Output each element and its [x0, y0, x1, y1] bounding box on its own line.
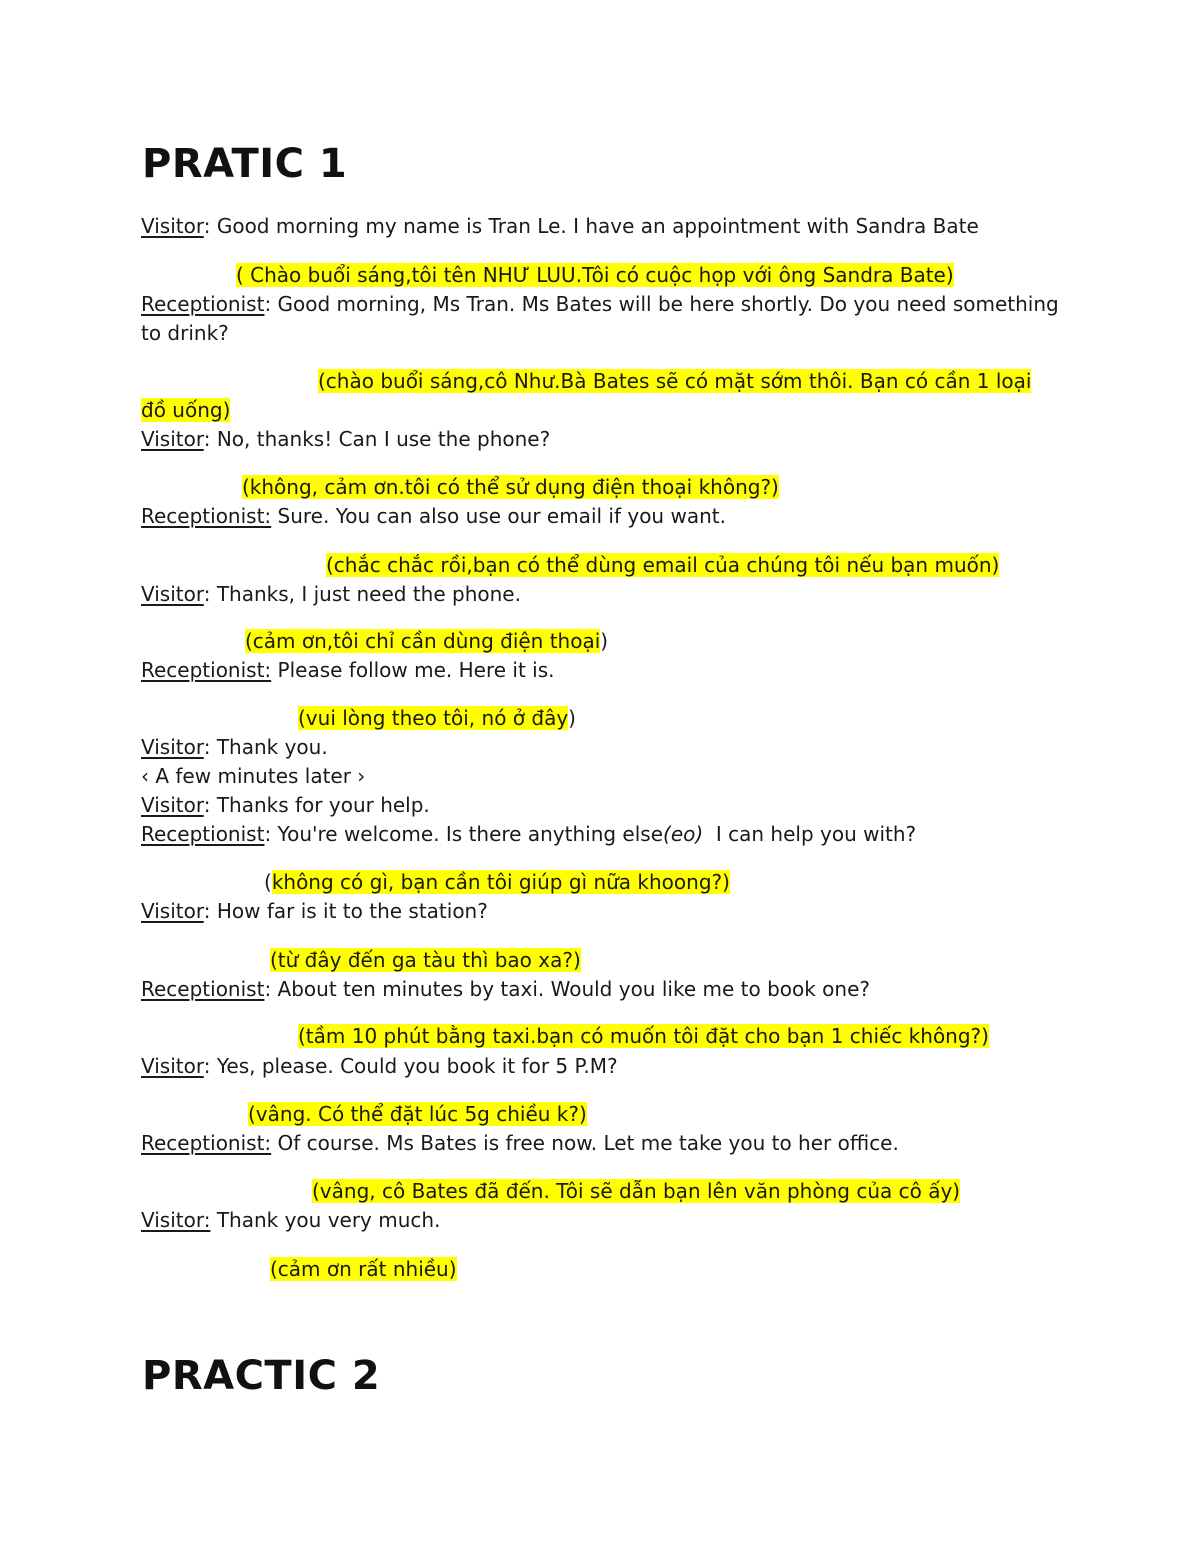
dialogue-line-1 — [141, 212, 1071, 241]
translation-13 — [248, 1100, 587, 1129]
utterance-text: Of course. Ms Bates is free now. Let me take you to her office. — [271, 1131, 899, 1155]
utterance-text: : No, thanks! Can I use the phone? — [203, 427, 551, 451]
translation-text: ( Chào buổi sáng,tôi tên NHƯ LUU.Tôi có cuộc họp với ông Sandra Bate) — [236, 263, 954, 287]
utterance-text: : Good morning my name is Tran Le. I have an appointment with Sandra Bate — [203, 214, 979, 238]
translation-text: không có gì, bạn cần tôi giúp gì nữa khoong?) — [271, 870, 730, 894]
heading-practic-2: PRACTIC 2 — [142, 1353, 381, 1399]
utterance-text: : About ten minutes by taxi. Would you like me to book one? — [264, 977, 871, 1001]
aside-text: ‹ A few minutes later › — [141, 764, 366, 788]
utterance-text: : How far is it to the station? — [203, 899, 488, 923]
translation-text: (chào buổi sáng,cô Như.Bà Bates sẽ có mặt sớm thôi. Bạn có cần 1 loại đồ uống) — [141, 369, 1032, 422]
dialogue-line-15 — [141, 1206, 1071, 1235]
speaker-label: Visitor — [141, 582, 204, 606]
translation-text: (từ đây đến ga tàu thì bao xa?) — [270, 948, 581, 972]
translation-6 — [298, 704, 576, 733]
translation-text: (cảm ơn rất nhiều) — [270, 1257, 457, 1281]
speaker-label: Receptionist: — [141, 504, 272, 528]
dialogue-line-4 — [141, 502, 1071, 531]
utterance-text: Thank you very much. — [210, 1208, 441, 1232]
utterance-text: : You're welcome. Is there anything else — [264, 822, 664, 846]
speaker-label: Receptionist: — [141, 658, 272, 682]
utterance-text: Sure. You can also use our email if you want. — [271, 504, 726, 528]
translation-closing-paren: ) — [600, 629, 609, 653]
utterance-text: Please follow me. Here it is. — [271, 658, 555, 682]
speaker-label: Visitor — [141, 214, 204, 238]
speaker-label: Receptionist — [141, 822, 265, 846]
translation-text: (tầm 10 phút bằng taxi.bạn có muốn tôi đặt cho bạn 1 chiếc không?) — [298, 1024, 989, 1048]
speaker-label: Visitor — [141, 427, 204, 451]
translation-1 — [236, 261, 954, 290]
dialogue-line-13 — [141, 1052, 1071, 1081]
dialogue-line-9 — [141, 791, 1071, 820]
translation-text: (không, cảm ơn.tôi có thể sử dụng điện thoại không?) — [242, 475, 779, 499]
dialogue-line-12 — [141, 975, 1071, 1004]
translation-2 — [141, 367, 1061, 425]
utterance-text: : Thank you. — [203, 735, 328, 759]
translation-text: (vâng, cô Bates đã đến. Tôi sẽ dẫn bạn lên văn phòng của cô ấy) — [312, 1179, 961, 1203]
speaker-label: Visitor — [141, 735, 204, 759]
utterance-text: : Yes, please. Could you book it for 5 P.M? — [203, 1054, 618, 1078]
utterance-text: : Good morning, Ms Tran. Ms Bates will be here shortly. Do you need something to drink? — [141, 292, 1059, 345]
dialogue-line-11 — [141, 897, 1071, 926]
dialogue-line-2 — [141, 290, 1071, 348]
stage-direction — [141, 762, 1071, 791]
dialogue-line-10 — [141, 820, 1071, 849]
translation-3 — [242, 473, 779, 502]
translation-text: (vâng. Có thể đặt lúc 5g chiều k?) — [248, 1102, 587, 1126]
translation-14 — [312, 1177, 960, 1206]
speaker-label: Visitor — [141, 1054, 204, 1078]
speaker-label: Visitor — [141, 793, 204, 817]
italic-note: (eo) — [663, 822, 704, 846]
utterance-text: : Thanks, I just need the phone. — [203, 582, 521, 606]
translation-closing-paren: ) — [568, 706, 576, 730]
translation-12 — [298, 1022, 989, 1051]
speaker-label: Receptionist — [141, 977, 265, 1001]
dialogue-line-3 — [141, 425, 1071, 454]
translation-text: (vui lòng theo tôi, nó ở đây — [298, 706, 569, 730]
dialogue-line-6 — [141, 656, 1071, 685]
dialogue-line-5 — [141, 580, 1071, 609]
speaker-label: Visitor: — [141, 1208, 211, 1232]
speaker-label: Visitor — [141, 899, 204, 923]
heading-practic-1: PRATIC 1 — [142, 141, 348, 187]
translation-opening-paren: ( — [264, 870, 272, 894]
translation-15 — [270, 1255, 457, 1284]
translation-4 — [326, 551, 999, 580]
dialogue-line-14 — [141, 1129, 1071, 1158]
translation-text: (chắc chắc rồi,bạn có thể dùng email của chúng tôi nếu bạn muốn) — [326, 553, 1000, 577]
translation-5 — [245, 627, 608, 656]
utterance-text-after: I can help you with? — [703, 822, 917, 846]
translation-text: (cảm ơn,tôi chỉ cần dùng điện thoại — [245, 629, 601, 653]
translation-10 — [264, 868, 730, 897]
utterance-text: : Thanks for your help. — [203, 793, 430, 817]
translation-11 — [270, 946, 581, 975]
speaker-label: Receptionist: — [141, 1131, 272, 1155]
dialogue-line-7 — [141, 733, 1071, 762]
speaker-label: Receptionist — [141, 292, 265, 316]
